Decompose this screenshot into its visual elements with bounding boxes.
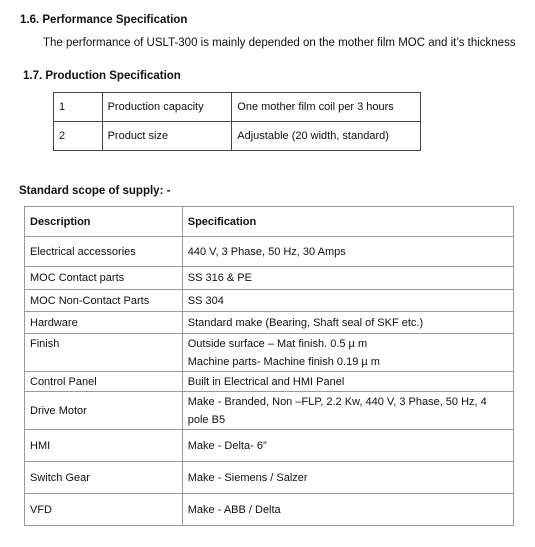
supply-header-row xyxy=(25,207,514,237)
supply-row xyxy=(25,312,514,334)
supply-row xyxy=(25,494,514,526)
production-row xyxy=(54,93,421,122)
supply-row xyxy=(25,267,514,290)
production-row-value: Adjustable (20 width, standard) xyxy=(232,122,421,151)
supply-table xyxy=(24,206,514,526)
supply-description: VFD xyxy=(25,494,183,526)
supply-spec: Make - Siemens / Salzer xyxy=(182,462,513,494)
performance-heading: 1.6. Performance Specification xyxy=(20,14,188,26)
supply-row xyxy=(25,462,514,494)
supply-row xyxy=(25,372,514,392)
supply-description: MOC Contact parts xyxy=(25,267,183,290)
supply-description: Electrical accessories xyxy=(25,237,183,267)
production-heading: 1.7. Production Specification xyxy=(23,70,181,82)
production-row-item: Production capacity xyxy=(102,93,232,122)
column-header-description: Description xyxy=(25,207,183,237)
supply-spec-line: Machine parts- Machine finish 0.19 µ m xyxy=(187,355,380,368)
supply-spec: Make - Delta- 6” xyxy=(182,430,513,462)
supply-spec: Make - ABB / Delta xyxy=(182,494,513,526)
supply-spec-line: Outside surface – Mat finish. 0.5 µ m xyxy=(187,337,368,350)
supply-row xyxy=(25,237,514,267)
supply-spec: SS 316 & PE xyxy=(182,267,513,290)
supply-spec: Built in Electrical and HMI Panel xyxy=(182,372,513,392)
supply-description: Finish xyxy=(25,334,183,372)
supply-description: MOC Non-Contact Parts xyxy=(25,290,183,312)
production-row-item: Product size xyxy=(102,122,232,151)
production-table xyxy=(53,92,421,151)
supply-row xyxy=(25,290,514,312)
supply-spec xyxy=(182,334,513,372)
supply-spec: Standard make (Bearing, Shaft seal of SKF etc.) xyxy=(182,312,513,334)
supply-description: Hardware xyxy=(25,312,183,334)
supply-spec: Make - Branded, Non –FLP, 2.2 Kw, 440 V, 3 Phase, 50 Hz, 4 pole B5 xyxy=(182,392,513,430)
performance-text: The performance of USLT-300 is mainly depended on the mother film MOC and it’s thickness xyxy=(43,37,516,49)
supply-description: HMI xyxy=(25,430,183,462)
supply-row xyxy=(25,392,514,430)
supply-heading: Standard scope of supply: - xyxy=(19,185,171,197)
supply-row xyxy=(25,334,514,372)
supply-description: Control Panel xyxy=(25,372,183,392)
supply-description: Switch Gear xyxy=(25,462,183,494)
production-row-value: One mother film coil per 3 hours xyxy=(232,93,421,122)
supply-description: Drive Motor xyxy=(25,392,183,430)
production-row xyxy=(54,122,421,151)
supply-spec: SS 304 xyxy=(182,290,513,312)
supply-spec: 440 V, 3 Phase, 50 Hz, 30 Amps xyxy=(182,237,513,267)
production-row-number: 1 xyxy=(54,93,103,122)
production-row-number: 2 xyxy=(54,122,103,151)
column-header-specification: Specification xyxy=(182,207,513,237)
supply-row xyxy=(25,430,514,462)
